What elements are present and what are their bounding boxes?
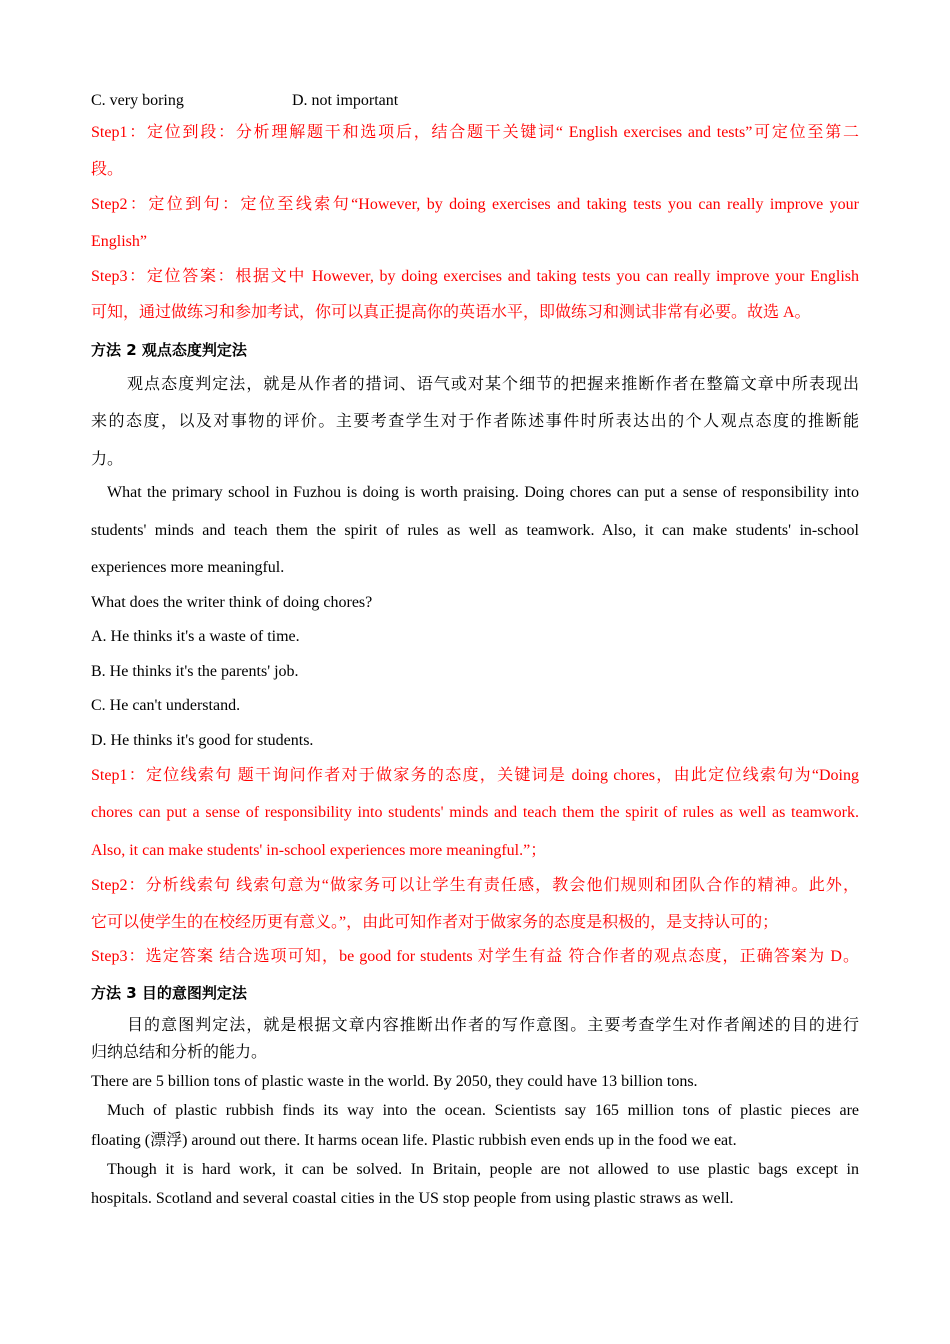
prev-step2-line2: English” xyxy=(91,233,147,250)
option-d: D. not important xyxy=(292,92,399,109)
method3-passage-para2-line1: Much of plastic rubbish finds its way into the ocean. Scientists say 165 million tons of plastic pieces are xyxy=(107,1102,859,1119)
method3-passage-para1: There are 5 billion tons of plastic waste in the world. By 2050, they could have 13 billion tons. xyxy=(91,1073,698,1090)
method3-desc-line2: 归纳总结和分析的能力。 xyxy=(91,1044,268,1061)
method3-heading: 方法 3 目的意图判定法 xyxy=(91,984,247,1002)
method2-heading: 方法 2 观点态度判定法 xyxy=(91,341,247,359)
method2-option-b: B. He thinks it's the parents' job. xyxy=(91,663,299,680)
method3-desc-line1: 目的意图判定法，就是根据文章内容推断出作者的写作意图。主要考查学生对作者阐述的目的进行 xyxy=(127,1017,859,1034)
method2-passage-line1: What the primary school in Fuzhou is doing is worth praising. Doing chores can put a sense of responsibility into xyxy=(107,484,859,501)
method2-desc-line3: 力。 xyxy=(91,451,124,468)
method3-passage-para2-line2: floating (漂浮) around out there. It harms ocean life. Plastic rubbish even ends up in the food we eat. xyxy=(91,1132,737,1149)
method2-step2-line2: 它可以使学生的在校经历更有意义。”，由此可知作者对于做家务的态度是积极的，是支持认可的； xyxy=(91,914,779,931)
prev-step1-line2: 段。 xyxy=(91,161,124,178)
method2-step1-line3: Also, it can make students' in-school experiences more meaningful.”； xyxy=(91,842,547,859)
method2-passage-line3: experiences more meaningful. xyxy=(91,559,285,576)
method2-step1-line1: Step1：定位线索句 题干询问作者对于做家务的态度，关键词是 doing chores，由此定位线索句为“Doing xyxy=(91,767,859,784)
prev-step2-line1: Step2：定位到句：定位至线索句“However, by doing exercises and taking tests you can really improve your xyxy=(91,196,859,213)
prev-step3-line1: Step3：定位答案：根据文中 However, by doing exercises and taking tests you can really improve your English xyxy=(91,268,859,285)
method3-passage-para3-line1: Though it is hard work, it can be solved. In Britain, people are not allowed to use plastic bags except in xyxy=(107,1161,859,1178)
method2-passage-line2: students' minds and teach them the spirit of rules as well as teamwork. Also, it can make students' in-school xyxy=(91,522,859,539)
option-c: C. very boring xyxy=(91,92,184,109)
method3-passage-para3-line2: hospitals. Scotland and several coastal cities in the US stop people from using plastic straws as well. xyxy=(91,1190,734,1207)
method2-desc-line2: 来的态度，以及对事物的评价。主要考查学生对于作者陈述事件时所表达出的个人观点态度的推断能 xyxy=(91,413,859,430)
method2-step2-line1: Step2：分析线索句 线索句意为“做家务可以让学生有责任感，教会他们规则和团队合作的精神。此外， xyxy=(91,877,859,894)
method2-step3: Step3：选定答案 结合选项可知，be good for students 对学生有益 符合作者的观点态度，正确答案为 D。 xyxy=(91,948,859,965)
method2-step1-line2: chores can put a sense of responsibility into students' minds and teach them the spirit of rules as well as teamwork. xyxy=(91,804,859,821)
prev-step3-line2: 可知，通过做练习和参加考试，你可以真正提高你的英语水平，即做练习和测试非常有必要。故选 A。 xyxy=(91,304,811,321)
method2-option-a: A. He thinks it's a waste of time. xyxy=(91,628,300,645)
method2-option-c: C. He can't understand. xyxy=(91,697,241,714)
method2-option-d: D. He thinks it's good for students. xyxy=(91,732,314,749)
method2-question: What does the writer think of doing chores? xyxy=(91,594,373,611)
prev-step1-line1: Step1：定位到段：分析理解题干和选项后，结合题干关键词“ English exercises and tests”可定位至第二 xyxy=(91,124,859,141)
method2-desc-line1: 观点态度判定法，就是从作者的措词、语气或对某个细节的把握来推断作者在整篇文章中所表现出 xyxy=(127,376,859,393)
